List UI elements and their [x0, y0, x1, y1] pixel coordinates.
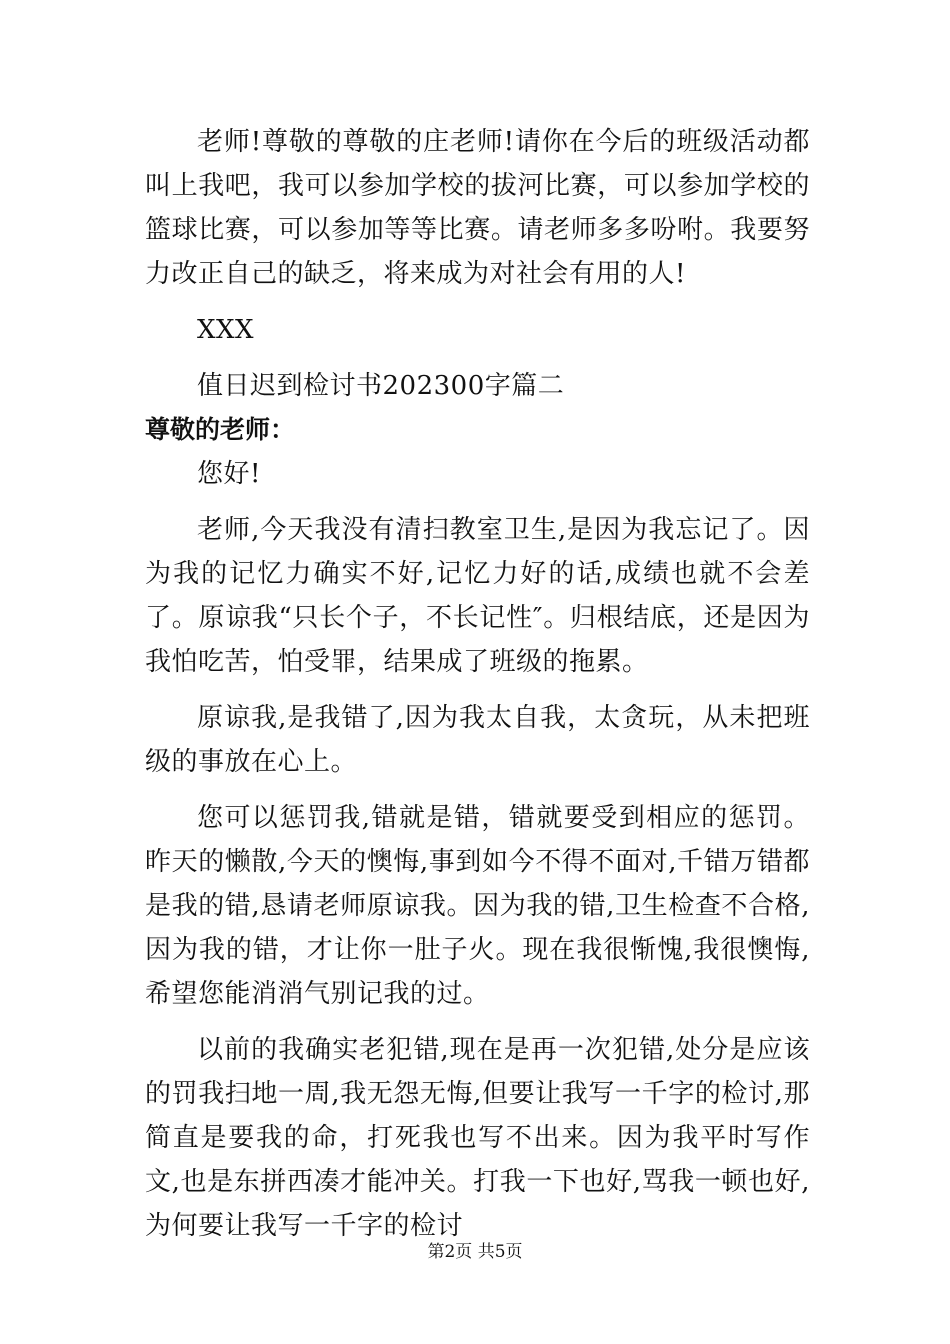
document-body [145, 120, 810, 1248]
paragraph-past-mistakes: 以前的我确实老犯错,现在是再一次犯错,处分是应该的罚我扫地一周,我无怨无悔,但要让我写一千字的检讨,那简直是要我的命，打死我也写不出来。因为我平时写作文,也是东拼西凑才能冲关。打我一下也好,骂我一顿也好,为何要让我写一千字的检讨 [145, 1035, 810, 1241]
section-title: 值日迟到检讨书202300字篇二 [197, 371, 565, 401]
paragraph-punishment: 您可以惩罚我,错就是错，错就要受到相应的惩罚。昨天的懒散,今天的懊悔,事到如今不得不面对,千错万错都是我的错,恳请老师原谅我。因为我的错,卫生检查不合格,因为我的错，才让你一肚子火。现在我很惭愧,我很懊悔,希望您能消消气别记我的过。 [145, 803, 810, 1009]
paragraph-closing-request: 老师!尊敬的尊敬的庄老师!请你在今后的班级活动都叫上我吧，我可以参加学校的拔河比赛，可以参加学校的篮球比赛，可以参加等等比赛。请老师多多吩咐。我要努力改正自己的缺乏，将来成为对社会有用的人! [145, 127, 810, 289]
paragraph-reason: 老师,今天我没有清扫教室卫生,是因为我忘记了。因为我的记忆力确实不好,记忆力好的话,成绩也就不会差了。原谅我“只长个子，不长记性″。归根结底，还是因为我怕吃苦，怕受罪，结果成了班级的拖累。 [145, 515, 810, 677]
page-number-footer: 第2页 共5页 [427, 1242, 523, 1262]
greeting: 您好! [197, 459, 261, 489]
salutation: 尊敬的老师： [145, 415, 296, 444]
signature: XXX [197, 315, 255, 345]
paragraph-apology: 原谅我,是我错了,因为我太自我，太贪玩，从未把班级的事放在心上。 [145, 703, 810, 777]
